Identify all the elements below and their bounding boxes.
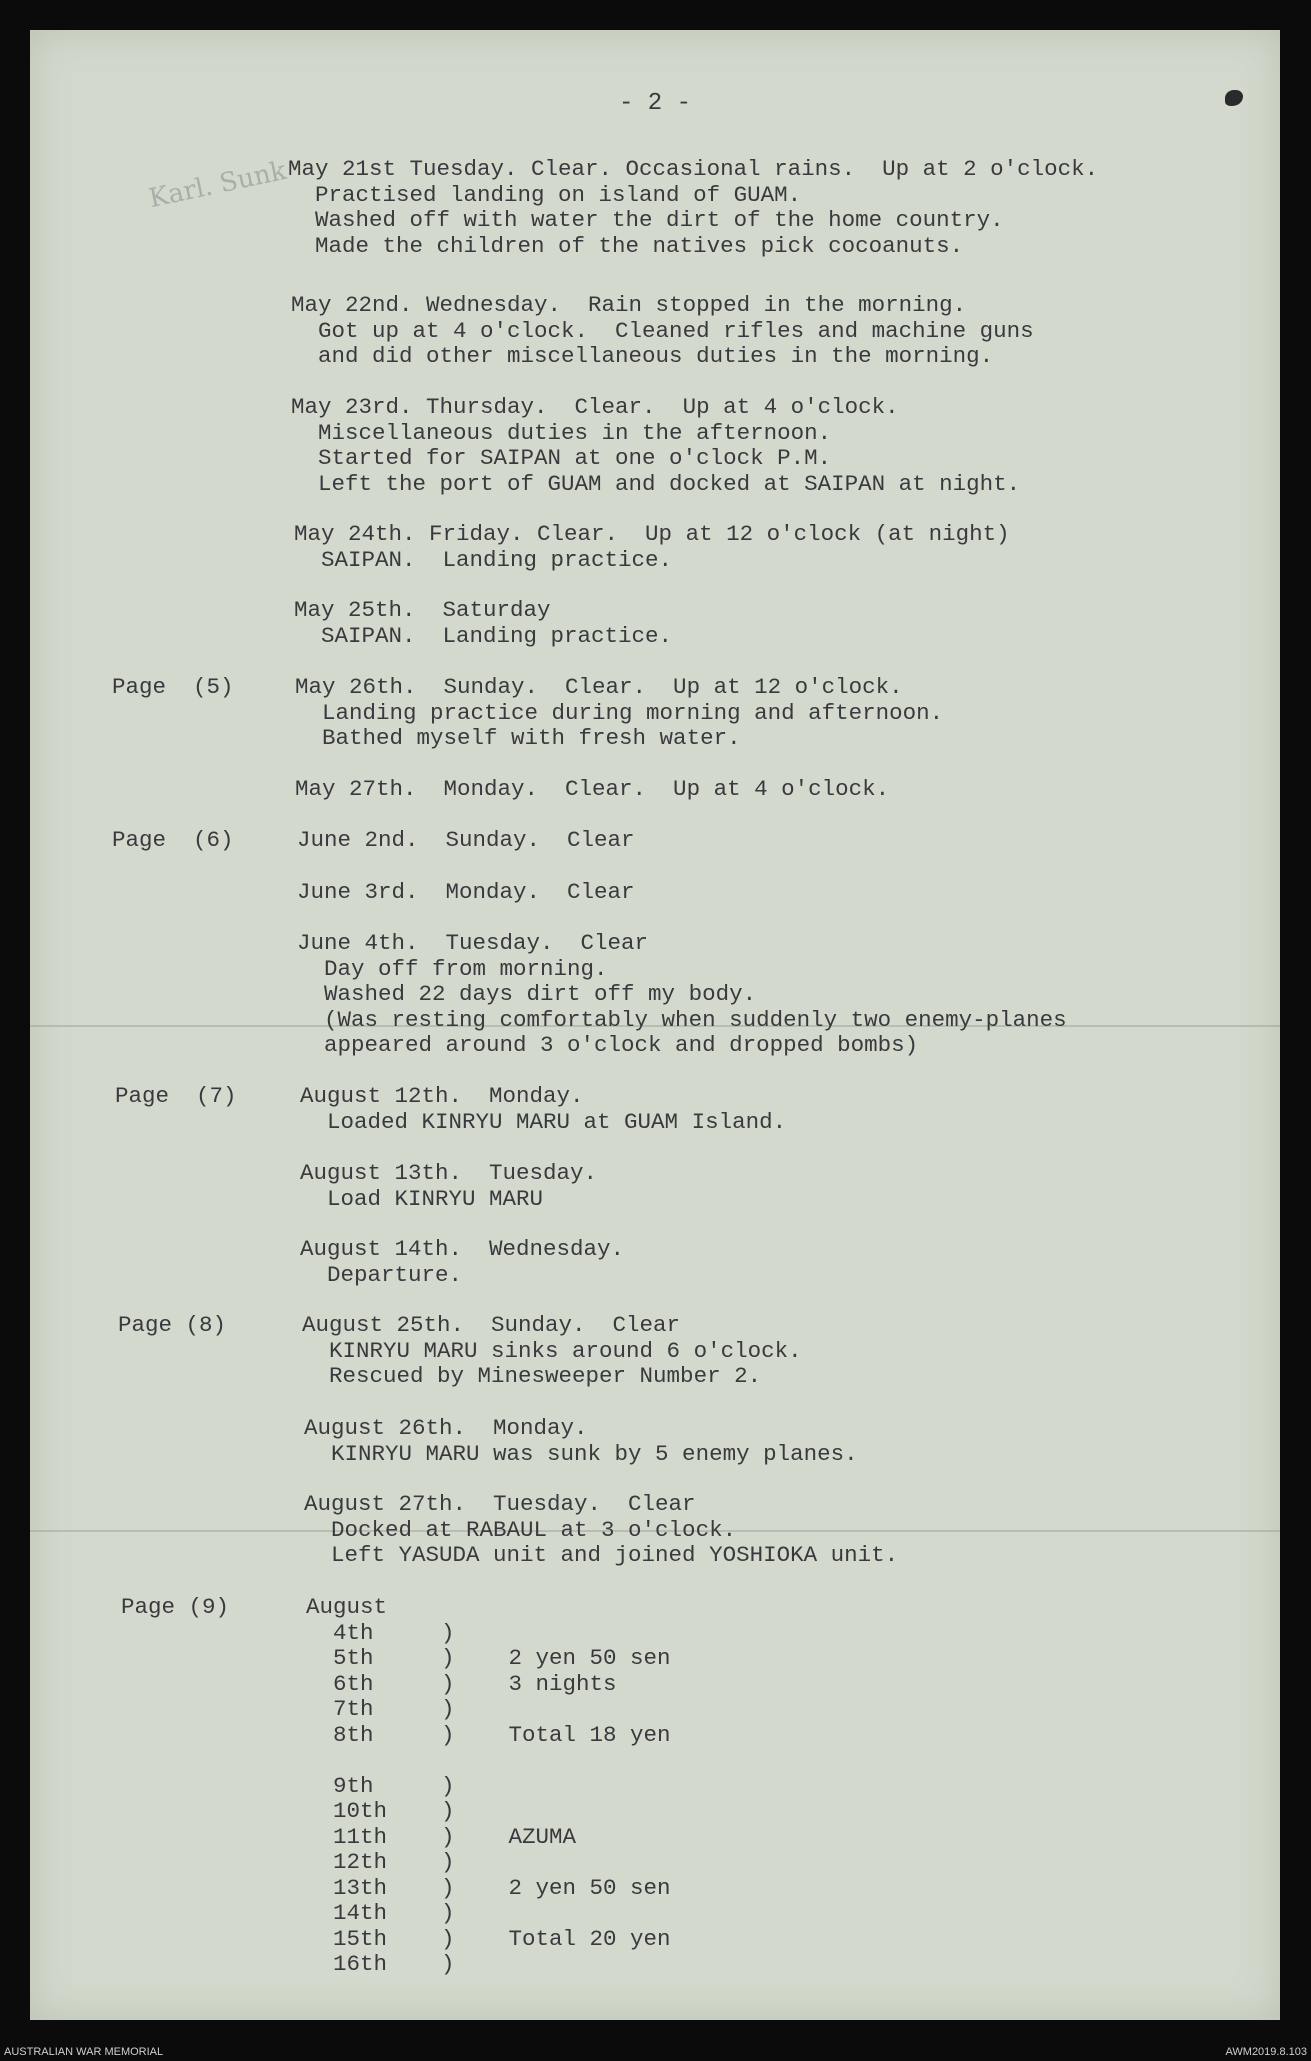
diary-entry: August 14th. Wednesday. Departure. (300, 1236, 625, 1288)
diary-entry: August 27th. Tuesday. Clear Docked at RABAUL at 3 o'clock. Left YASUDA unit and joined YOSHIOKA unit. (304, 1491, 899, 1568)
diary-entry: May 25th. Saturday SAIPAN. Landing practice. (294, 597, 673, 649)
diary-entry: August 12th. Monday. Loaded KINRYU MARU at GUAM Island. (300, 1083, 787, 1135)
diary-entry: August 13th. Tuesday. Load KINRYU MARU (300, 1160, 598, 1212)
diary-entry: May 22nd. Wednesday. Rain stopped in the morning. Got up at 4 o'clock. Cleaned rifles and machine guns and did other miscellaneous duties in the morning. (291, 292, 1034, 369)
payment-table: August 4th ) 5th ) 2 yen 50 sen 6th ) 3 nights 7th ) 8th ) Total 18 yen 9th ) 10th ) 11th ) AZUMA 12th ) 13th ) 2 yen 50 sen 14th ) 15th ) Total 20 yen 16th ) (306, 1594, 671, 1977)
diary-entry: August 25th. Sunday. Clear KINRYU MARU sinks around 6 o'clock. Rescued by Minesweeper Number 2. (302, 1312, 802, 1389)
page-reference: Page (8) (118, 1312, 227, 1338)
page-number: - 2 - (618, 90, 691, 117)
diary-entry: May 21st Tuesday. Clear. Occasional rains. Up at 2 o'clock. Practised landing on island of GUAM. Washed off with water the dirt of the home country. Made the children of the natives pick cocoanuts. (288, 156, 1099, 259)
page-reference: Page (6) (112, 827, 234, 853)
diary-entry: May 26th. Sunday. Clear. Up at 12 o'clock. Landing practice during morning and afternoon. Bathed myself with fresh water. (295, 674, 944, 751)
document-page (30, 30, 1280, 2020)
diary-entry: May 27th. Monday. Clear. Up at 4 o'clock. (295, 776, 890, 802)
diary-entry: May 23rd. Thursday. Clear. Up at 4 o'clock. Miscellaneous duties in the afternoon. Started for SAIPAN at one o'clock P.M. Left the port of GUAM and docked at SAIPAN at night. (291, 394, 1021, 497)
footer-reference: AWM2019.8.103 (1225, 2046, 1307, 2058)
diary-entry: June 2nd. Sunday. Clear (297, 827, 635, 853)
footer-source: AUSTRALIAN WAR MEMORIAL (4, 2046, 164, 2058)
diary-entry: May 24th. Friday. Clear. Up at 12 o'clock (at night) SAIPAN. Landing practice. (294, 521, 1010, 573)
page-reference: Page (5) (112, 674, 234, 700)
page-reference: Page (7) (115, 1083, 237, 1109)
page-reference: Page (9) (121, 1594, 230, 1620)
diary-entry: June 4th. Tuesday. Clear Day off from morning. Washed 22 days dirt off my body. (Was resting comfortably when suddenly two enemy-planes appeared around 3 o'clock and dropped bombs) (297, 930, 1067, 1058)
diary-entry: June 3rd. Monday. Clear (297, 879, 635, 905)
pencil-annotation: Karl. Sunk (146, 155, 289, 215)
diary-entry: August 26th. Monday. KINRYU MARU was sunk by 5 enemy planes. (304, 1415, 858, 1467)
